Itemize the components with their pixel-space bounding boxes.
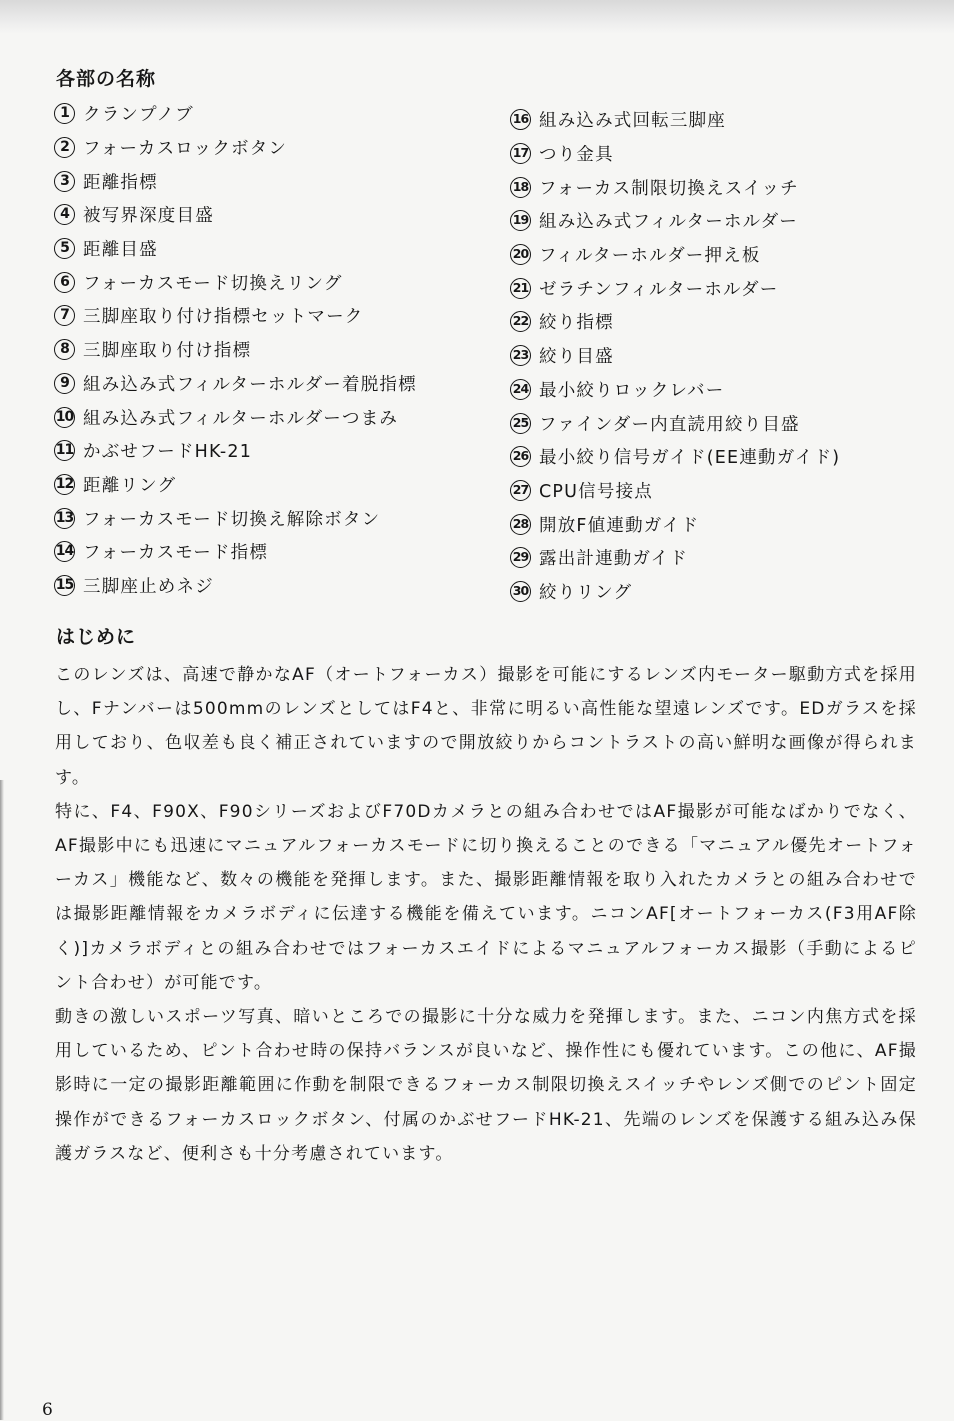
part-number-badge: 23 [510, 345, 531, 366]
part-item [510, 103, 930, 137]
part-number-badge: 24 [510, 379, 531, 400]
intro-body [55, 658, 917, 1171]
part-label: 絞りリング [539, 582, 633, 603]
part-number-badge: 6 [54, 272, 75, 293]
part-label: かぶせフードHK-21 [83, 442, 253, 463]
part-label: 開放F値連動ガイド [539, 515, 700, 536]
part-number-badge: 30 [510, 581, 531, 602]
parts-list-right [510, 103, 930, 608]
part-number-badge: 5 [54, 238, 75, 259]
part-label: ゼラチンフィルターホルダー [539, 279, 779, 300]
part-label: 三脚座止めネジ [83, 576, 214, 597]
part-number-badge: 1 [54, 103, 75, 124]
part-number-badge: 3 [54, 171, 75, 192]
part-number-badge: 27 [510, 480, 531, 501]
part-number-badge: 7 [54, 305, 75, 326]
intro-paragraph: このレンズは、高速で静かなAF（オートフォーカス）撮影を可能にするレンズ内モーター駆動方式を採用し、Fナンバーは500mmのレンズとしてはF4と、非常に明るい高性能な望遠レンズです。EDガラスを採用しており、色収差も良く補正されていますので開放絞りからコントラストの高い鮮明な画像が得られます。 [55, 665, 917, 788]
part-item [54, 367, 474, 401]
scan-top-edge [0, 0, 954, 34]
part-number-badge: 17 [510, 143, 531, 164]
part-number-badge: 14 [54, 541, 75, 562]
part-number-badge: 10 [54, 407, 75, 428]
part-item [510, 373, 930, 407]
part-item [54, 434, 474, 468]
part-label: フォーカスモード切換えリング [83, 273, 343, 294]
part-item [54, 468, 474, 502]
part-number-badge: 4 [54, 204, 75, 225]
part-number-badge: 19 [510, 210, 531, 231]
part-label: CPU信号接点 [539, 481, 653, 502]
part-number-badge: 28 [510, 514, 531, 535]
part-item [54, 265, 474, 299]
part-label: 距離リング [83, 475, 177, 496]
part-label: クランプノブ [83, 105, 194, 126]
part-item [510, 575, 930, 609]
part-item [510, 305, 930, 339]
part-label: ファインダー内直読用絞り目盛 [539, 414, 800, 435]
part-item [54, 333, 474, 367]
part-number-badge: 15 [54, 575, 75, 596]
part-label: 組み込み式フィルターホルダー [539, 212, 798, 233]
part-label: フォーカスモード指標 [83, 543, 269, 564]
part-item [510, 339, 930, 373]
part-label: フォーカスモード切換え解除ボタン [83, 509, 381, 530]
part-item [510, 440, 930, 474]
part-label: 最小絞り信号ガイド(EE連動ガイド) [539, 448, 841, 469]
intro-paragraph: 動きの激しいスポーツ写真、暗いところでの撮影に十分な威力を発揮します。また、ニコン内焦方式を採用しているため、ピント合わせ時の保持バランスが良いなど、操作性にも優れています。この他に、AF撮影時に一定の撮影距離範囲に作動を制限できるフォーカス制限切換えスイッチやレンズ側でのピント固定操作ができるフォーカスロックボタン、付属のかぶせフードHK-21、先端のレンズを保護する組み込み保護ガラスなど、便利さも十分考慮されています。 [55, 1007, 917, 1164]
part-label: 露出計連動ガイド [539, 549, 689, 570]
part-label: 三脚座取り付け指標 [83, 341, 252, 362]
scan-left-edge [0, 780, 4, 1420]
parts-heading: 各部の名称 [56, 68, 157, 90]
part-item [54, 400, 474, 434]
part-item [54, 232, 474, 266]
part-label: 組み込み式フィルターホルダーつまみ [83, 408, 399, 429]
part-label: 組み込み式フィルターホルダー着脱指標 [83, 374, 417, 395]
part-number-badge: 8 [54, 339, 75, 360]
part-label: フォーカス制限切換えスイッチ [539, 178, 799, 199]
part-number-badge: 21 [510, 278, 531, 299]
part-item [510, 170, 930, 204]
page-number: 6 [42, 1400, 53, 1420]
intro-paragraph: 特に、F4、F90X、F90シリーズおよびF70Dカメラとの組み合わせではAF撮影が可能なばかりでなく、AF撮影中にも迅速にマニュアルフォーカスモードに切り換えることのできる「マニュアル優先オートフォーカス」機能など、数々の機能を発揮します。また、撮影距離情報を取り入れたカメラとの組み合わせでは撮影距離情報をカメラボディに伝達する機能を備えています。ニコンAF[オートフォーカス(F3用AF除く)]カメラボディとの組み合わせではフォーカスエイドによるマニュアルフォーカス撮影（手動によるピント合わせ）が可能です。 [55, 801, 917, 993]
part-item [510, 474, 930, 508]
part-item [510, 238, 930, 272]
parts-list-left [54, 97, 474, 602]
part-item [54, 198, 474, 232]
part-label: フォーカスロックボタン [83, 139, 288, 160]
part-number-badge: 2 [54, 137, 75, 158]
part-item [54, 164, 474, 198]
part-label: 絞り指標 [539, 313, 614, 334]
part-number-badge: 13 [54, 508, 75, 529]
part-label: 距離指標 [83, 172, 158, 193]
part-item [54, 569, 474, 603]
part-item [510, 507, 930, 541]
part-item [54, 97, 474, 131]
part-label: 組み込み式回転三脚座 [539, 111, 726, 132]
part-number-badge: 12 [54, 474, 75, 495]
part-item [54, 501, 474, 535]
part-number-badge: 25 [510, 413, 531, 434]
part-item [54, 131, 474, 165]
part-number-badge: 29 [510, 547, 531, 568]
part-number-badge: 26 [510, 446, 531, 467]
part-number-badge: 22 [510, 311, 531, 332]
part-item [54, 535, 474, 569]
part-item [510, 406, 930, 440]
part-number-badge: 16 [510, 109, 531, 130]
part-label: つり金具 [539, 145, 614, 166]
part-number-badge: 9 [54, 373, 75, 394]
intro-heading: はじめに [56, 626, 137, 648]
part-label: 三脚座取り付け指標セットマーク [83, 307, 364, 328]
part-item [510, 271, 930, 305]
part-item [510, 204, 930, 238]
part-label: 最小絞りロックレバー [539, 380, 725, 401]
part-label: 絞り目盛 [539, 347, 614, 368]
part-label: フィルターホルダー押え板 [539, 246, 761, 267]
part-number-badge: 20 [510, 244, 531, 265]
part-item [54, 299, 474, 333]
part-item [510, 137, 930, 171]
part-label: 距離目盛 [83, 240, 158, 261]
part-number-badge: 11 [54, 440, 75, 461]
part-number-badge: 18 [510, 177, 531, 198]
part-item [510, 541, 930, 575]
part-label: 被写界深度目盛 [83, 206, 214, 227]
